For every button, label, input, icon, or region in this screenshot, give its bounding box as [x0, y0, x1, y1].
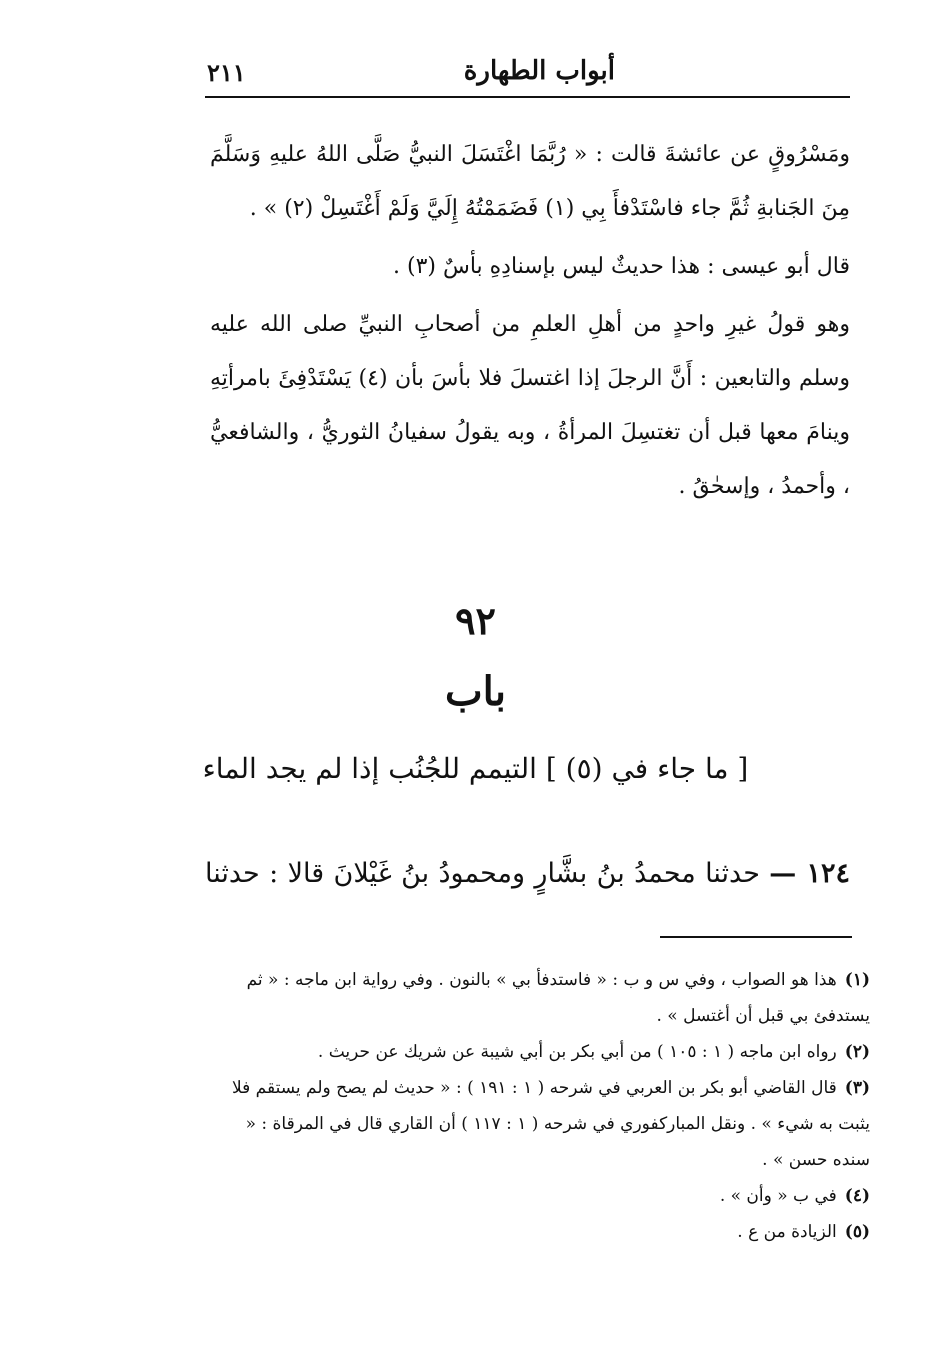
paragraph-abu-isa: قال أبو عيسى : هذا حديثٌ ليس بإسنادِهِ بأسٌ (٣) .: [392, 254, 850, 279]
chapter-heading: باب: [445, 668, 506, 715]
footnote: [205, 962, 870, 1034]
footnote-text: الزيادة من ع .: [737, 1222, 837, 1242]
paragraph-scholars: وهو قولُ غيرِ واحدٍ من أهلِ العلمِ من أصحابِ النبيِّ صلى الله عليه وسلم والتابعين : أَنَّ الرجلَ إذا اغتسلَ فلا بأسَ بأن (٤) يَسْتَدْفِئَ بامرأتِهِ وينامَ معها قبل أن تغتسِلَ المرأةُ ، وبه يقولُ سفيانُ الثوريُّ ، والشافعيُّ ، وأحمدُ ، وإسحٰقُ .: [210, 312, 851, 499]
footnote-mark: (٤): [844, 1186, 870, 1206]
footnote-rule: [660, 936, 852, 938]
paragraph-hadith-text: ومَسْرُوقٍ عن عائشةَ قالت : « رُبَّمَا اغْتَسَلَ النبيُّ صَلَّى اللهُ عليهِ وَسَلَّمَ مِنَ الجَنابةِ ثُمَّ جاء فاسْتَدْفأَ بِي (١) فَضَمَمْتُهُ إِلَيَّ وَلَمْ أَغْتَسِلْ (٢) » .: [210, 142, 850, 221]
footnote-text: قال القاضي أبو بكر بن العربي في شرحه ( ١ : ١٩١ ) : « حديث لم يصح ولم يستقم فلا يثبت به شيء » . ونقل المباركفوري في شرحه ( ١ : ١١٧ ) أن القاري قال في المرقاة : « سنده حسن » .: [232, 1078, 870, 1170]
footnote-mark: (١): [844, 970, 870, 990]
page-number: ٢١١: [207, 58, 246, 87]
footnote-text: في ب « وأن » .: [719, 1186, 837, 1206]
footnote-text: هذا هو الصواب ، وفي س و ب : « فاستدفأ بي » بالنون . وفي رواية ابن ماجه : « ثم يستدفئ بي قبل أن أغتسل » .: [246, 970, 870, 1026]
running-header: [205, 52, 850, 94]
hadith-number: ١٢٤ —: [769, 858, 851, 889]
footnotes: [205, 962, 870, 1250]
footnote: [205, 1034, 870, 1070]
footnote-mark: (٥): [844, 1222, 870, 1242]
hadith-opening-line: [205, 858, 850, 889]
footnote-mark: (٢): [844, 1042, 870, 1062]
hadith-chain: حدثنا محمدُ بنُ بشَّارٍ ومحمودُ بنُ غَيْلانَ قالا : حدثنا: [205, 858, 760, 889]
running-title: أبواب الطهارة: [463, 56, 615, 86]
footnote: [205, 1070, 870, 1178]
chapter-title: [ ما جاء في (٥) ] التيمم للجُنُب إذا لم يجد الماء: [202, 752, 749, 785]
footnote: [205, 1178, 870, 1214]
footnote-text: رواه ابن ماجه ( ١ : ١٠٥ ) من أبي بكر بن أبي شيبة عن شريك عن حريث .: [317, 1042, 837, 1062]
footnote-mark: (٣): [844, 1078, 870, 1098]
header-rule: [205, 96, 850, 98]
chapter-number: ٩٢: [455, 598, 496, 643]
main-text: [210, 128, 850, 514]
footnote: [205, 1214, 870, 1250]
